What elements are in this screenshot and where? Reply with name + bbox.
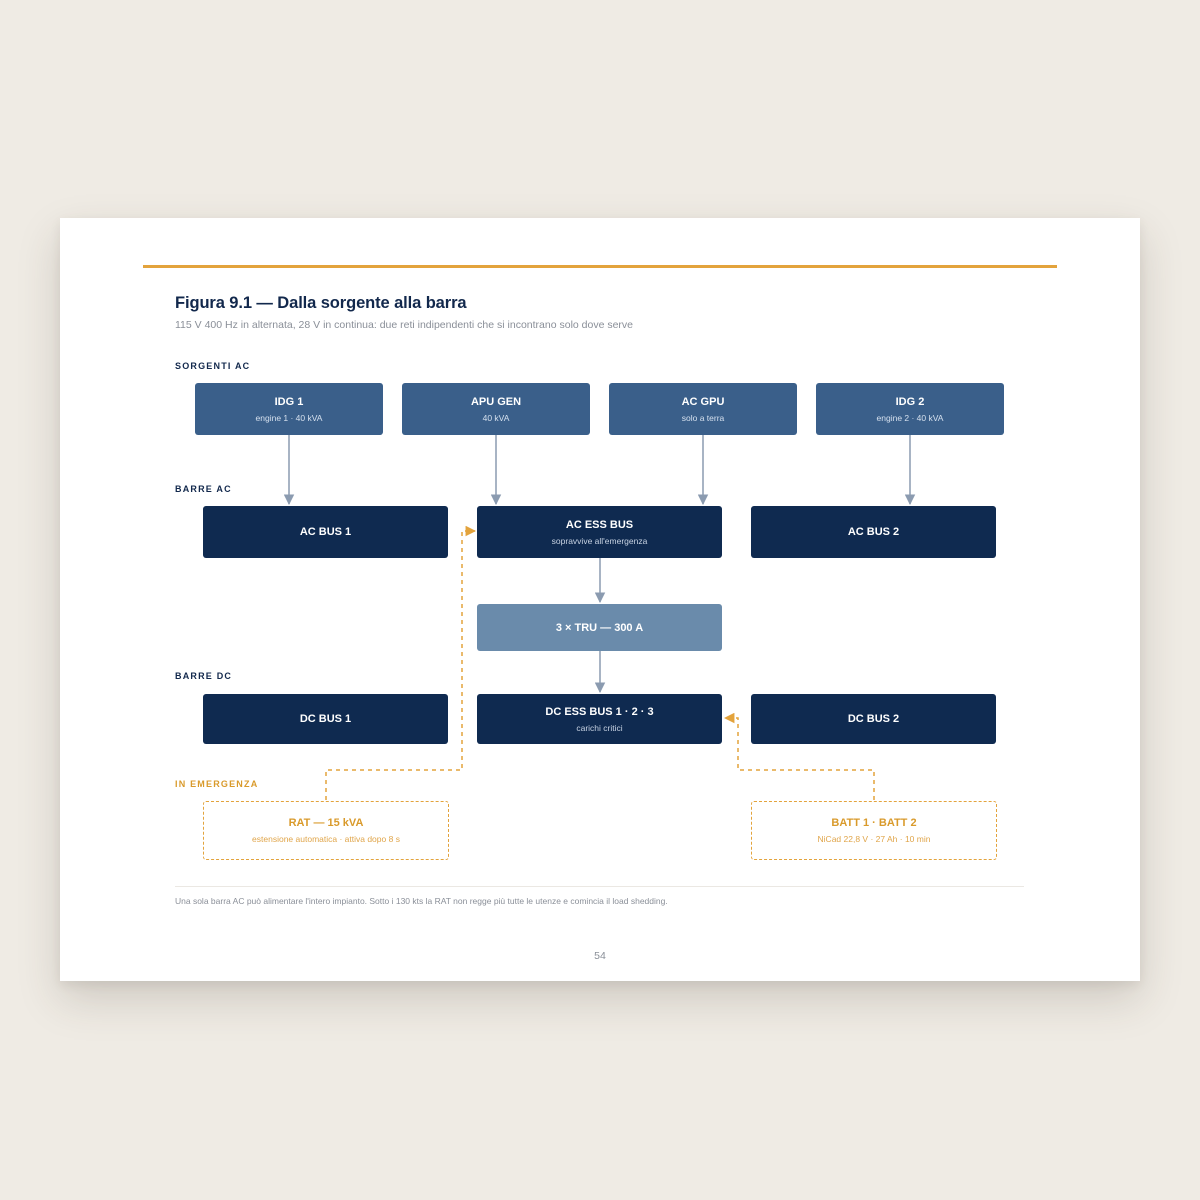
- source-apu-gen: [402, 383, 590, 435]
- section-label-dc-buses: BARRE DC: [175, 671, 233, 681]
- ac-bus-2-title: AC BUS 2: [847, 526, 900, 538]
- source-idg2: [816, 383, 1004, 435]
- section-label-ac-buses: BARRE AC: [175, 484, 232, 494]
- dc-bus-2: [751, 694, 996, 744]
- ac-bus-2: [751, 506, 996, 558]
- source-idg1-title: IDG 1: [274, 395, 304, 408]
- source-idg1-subtitle: engine 1 · 40 kVA: [255, 412, 323, 423]
- emergency-rat-subtitle: estensione automatica · attiva dopo 8 s: [252, 834, 400, 844]
- dc-bus-2-title: DC BUS 2: [847, 713, 900, 725]
- dc-bus-1: [203, 694, 448, 744]
- dc-ess-bus: [477, 694, 722, 744]
- source-ac-gpu-subtitle: solo a terra: [681, 412, 725, 423]
- connector-layer: [60, 218, 1140, 981]
- page-number: 54: [594, 950, 606, 962]
- ac-bus-1: [203, 506, 448, 558]
- emergency-batteries-title: BATT 1 · BATT 2: [831, 817, 917, 829]
- source-apu-gen-subtitle: 40 kVA: [482, 412, 510, 423]
- emergency-rat: [203, 801, 449, 860]
- ac-ess-bus-title: AC ESS BUS: [565, 518, 634, 531]
- connector-rat-acessbus: [326, 531, 475, 800]
- dc-ess-bus-subtitle: carichi critici: [576, 722, 623, 733]
- section-label-ac-sources: SORGENTI AC: [175, 361, 251, 371]
- ac-ess-bus-subtitle: sopravvive all'emergenza: [551, 535, 648, 546]
- source-idg2-title: IDG 2: [895, 395, 925, 408]
- source-idg1: [195, 383, 383, 435]
- footnote-divider: [175, 886, 1024, 887]
- source-ac-gpu: [609, 383, 797, 435]
- source-ac-gpu-title: AC GPU: [681, 395, 725, 408]
- document-page: [60, 218, 1140, 981]
- footnote: Una sola barra AC può alimentare l'intero impianto. Sotto i 130 kts la RAT non regge più tutte le utenze e comincia il load shedding.: [175, 896, 668, 906]
- ac-bus-1-title: AC BUS 1: [299, 526, 352, 538]
- tru-unit-title: 3 × TRU — 300 A: [555, 621, 644, 634]
- figure-title: Figura 9.1 — Dalla sorgente alla barra: [175, 294, 467, 312]
- emergency-batteries: [751, 801, 997, 860]
- emergency-rat-title: RAT — 15 kVA: [288, 817, 364, 829]
- dc-bus-1-title: DC BUS 1: [299, 713, 352, 725]
- source-idg2-subtitle: engine 2 · 40 kVA: [876, 412, 944, 423]
- emergency-batteries-subtitle: NiCad 22,8 V · 27 Ah · 10 min: [817, 834, 931, 844]
- tru-unit: [477, 604, 722, 651]
- figure-subtitle: 115 V 400 Hz in alternata, 28 V in continua: due reti indipendenti che si incontrano solo dove serve: [175, 319, 634, 331]
- dc-ess-bus-title: DC ESS BUS 1 · 2 · 3: [545, 705, 654, 718]
- ac-ess-bus: [477, 506, 722, 558]
- section-label-emergency: IN EMERGENZA: [175, 779, 259, 789]
- source-apu-gen-title: APU GEN: [470, 395, 522, 408]
